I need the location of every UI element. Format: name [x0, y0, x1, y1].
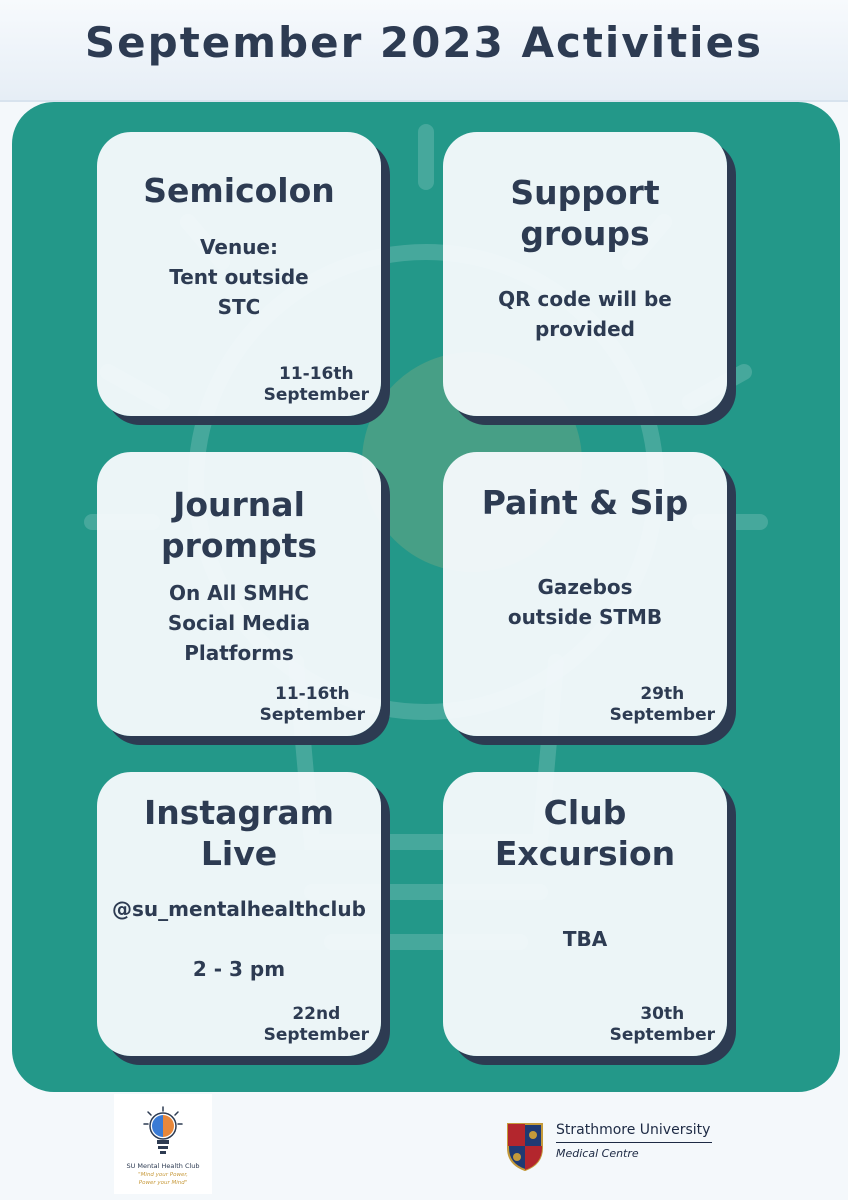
card-title-line: prompts — [161, 526, 317, 565]
card-body — [107, 232, 371, 322]
card-date — [264, 1004, 369, 1046]
club-tagline-line: Power your Mind" — [138, 1180, 188, 1186]
card-body-time: 2 - 3 pm — [192, 957, 286, 981]
card-title: Paint & Sip — [481, 483, 689, 522]
activity-card-instagram-live — [97, 772, 381, 1056]
card-body-spacer — [107, 924, 371, 954]
card-body-line: outside STMB — [507, 605, 663, 629]
card-title-line: groups — [520, 214, 650, 253]
card-body-line: On All SMHC — [168, 581, 310, 605]
card-date — [260, 684, 365, 726]
card-body-line: Venue: — [200, 235, 278, 259]
club-tagline-line: "Mind your Power, — [138, 1172, 188, 1178]
activity-card-paint-sip — [443, 452, 727, 736]
card-date-day: 30th — [640, 1004, 685, 1024]
card-date-month: September — [263, 1025, 369, 1045]
instagram-handle: @su_mentalhealthclub — [112, 897, 366, 921]
card-date-month: September — [609, 1025, 715, 1045]
card-date-day: 29th — [640, 684, 685, 704]
activity-card-support-groups — [443, 132, 727, 416]
card-date-day: 11-16th — [278, 364, 354, 384]
card-date-day: 22nd — [292, 1004, 341, 1024]
card-title-line: Club — [543, 793, 627, 832]
card-body — [107, 578, 371, 668]
card-body — [453, 284, 717, 344]
lightbulb-brain-icon — [143, 1106, 183, 1158]
university-name: Strathmore University — [556, 1122, 711, 1138]
card-title: Semicolon — [143, 171, 335, 210]
university-crest-icon — [504, 1120, 546, 1172]
card-title-line: Support — [510, 173, 660, 212]
card-title-line: Instagram — [143, 793, 334, 832]
card-date-month: September — [609, 705, 715, 725]
university-logo — [504, 1120, 734, 1178]
page-footer — [0, 1092, 848, 1200]
card-date-day: 11-16th — [274, 684, 350, 704]
card-title-line: Live — [200, 834, 278, 873]
card-body-line: Tent outside — [169, 265, 309, 289]
card-body-line: Gazebos — [537, 575, 633, 599]
activity-card-journal-prompts — [97, 452, 381, 736]
card-body-line: STC — [217, 295, 261, 319]
card-title — [107, 484, 371, 566]
card-title — [107, 792, 371, 874]
club-name: SU Mental Health Club — [126, 1162, 200, 1170]
card-date-month: September — [259, 705, 365, 725]
card-title-line: Excursion — [494, 834, 676, 873]
page-title: September 2023 Activities — [84, 18, 764, 67]
card-body-line: Social Media — [167, 611, 311, 635]
page-header — [0, 0, 848, 102]
card-body-line: Platforms — [184, 641, 294, 665]
card-body — [453, 924, 717, 954]
university-unit: Medical Centre — [556, 1147, 639, 1160]
card-date-month: September — [263, 385, 369, 405]
card-body — [453, 572, 717, 632]
card-body-line: TBA — [562, 927, 608, 951]
card-title-line: Journal — [173, 485, 305, 524]
card-title — [453, 172, 717, 254]
card-date — [610, 1004, 715, 1046]
card-body-line: QR code will be — [498, 287, 672, 311]
card-body — [107, 894, 371, 984]
activity-card-semicolon — [97, 132, 381, 416]
card-date — [264, 364, 369, 406]
card-title — [453, 792, 717, 874]
card-date — [610, 684, 715, 726]
club-logo — [114, 1094, 212, 1194]
logo-divider — [556, 1142, 712, 1143]
card-body-line: provided — [534, 317, 635, 341]
activity-card-club-excursion — [443, 772, 727, 1056]
